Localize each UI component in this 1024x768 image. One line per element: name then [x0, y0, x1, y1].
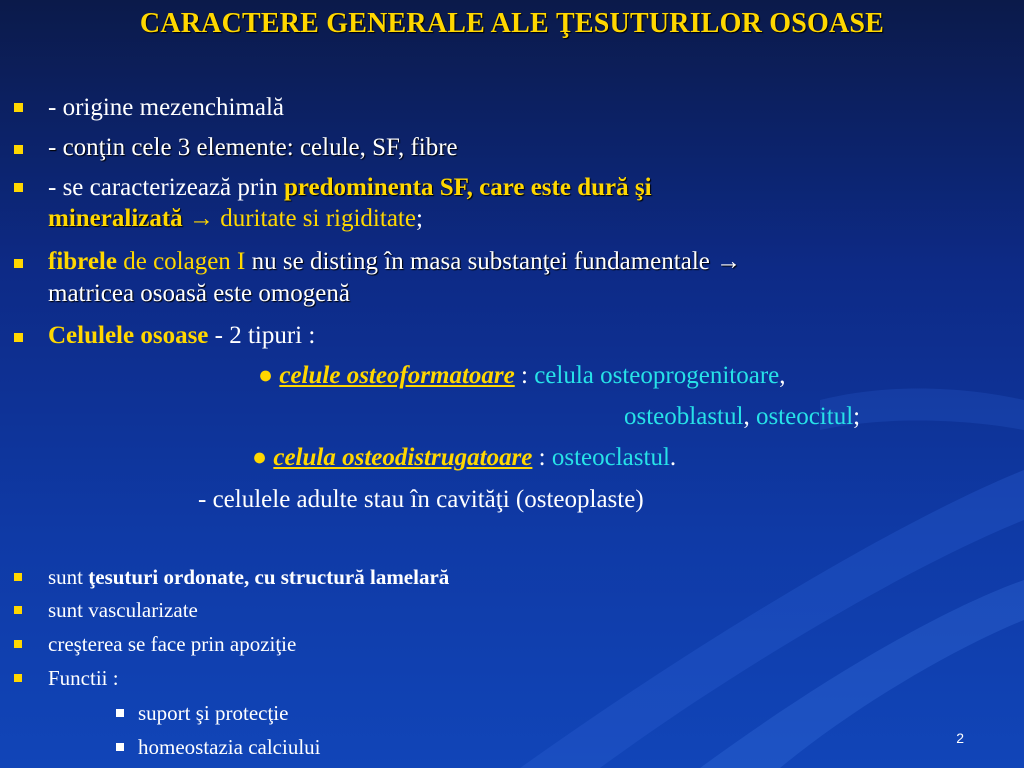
highlight-text: predominenta SF, care este dură şi — [283, 174, 652, 201]
bullet-square-icon — [14, 573, 22, 581]
list-item-crestere: creşterea se face prin apoziţie — [48, 632, 297, 656]
bullet-square-icon — [14, 145, 23, 154]
cell-name: osteocitul — [755, 403, 854, 430]
text-fragment: , — [779, 362, 786, 389]
highlight-text: fibrele — [48, 248, 117, 275]
cell-name: celula osteoprogenitoare — [534, 362, 780, 389]
cell-name: osteoblastul — [624, 403, 744, 430]
slide-title: CARACTERE GENERALE ALE ŢESUTURILOR OSOASE — [139, 8, 885, 39]
text-fragment: : — [532, 444, 552, 471]
text-fragment: duritate si rigiditate — [220, 205, 416, 232]
bullet-square-icon — [14, 333, 23, 342]
dot-icon: ● — [252, 444, 274, 471]
text-fragment: - se caracterizează prin — [48, 174, 284, 201]
sub-bullet-square-icon — [116, 743, 124, 751]
adult-cells-note: - celulele adulte stau în cavităţi (osteoplaste) — [198, 486, 644, 513]
text-fragment: nu se disting în masa substanţei fundamentale — [251, 248, 710, 275]
bullet-square-icon — [14, 183, 23, 192]
bullet-fibrele — [48, 247, 741, 277]
sub-item-suport: suport şi protecţie — [138, 701, 289, 725]
highlight-text: Celulele osoase — [48, 322, 209, 349]
text-fragment: de colagen I — [116, 248, 252, 275]
text-fragment: ; — [853, 403, 861, 430]
bullet-celulele — [48, 321, 315, 351]
bullet-contin: - conţin cele 3 elemente: celule, SF, fibre — [48, 134, 458, 161]
text-fragment: - 2 tipuri : — [208, 322, 316, 349]
highlight-text: mineralizată — [48, 205, 183, 232]
cell-type-name: celula osteodistrugatoare — [273, 444, 533, 471]
bullet-caracterizeaza — [48, 173, 652, 203]
list-item-tesuturi — [48, 564, 449, 590]
cell-type-osteodistrugatoare — [252, 443, 676, 473]
cell-type-name: celule osteoformatoare — [279, 362, 515, 389]
text-fragment: . — [669, 444, 677, 471]
list-item-vascularizate: sunt vascularizate — [48, 598, 198, 622]
bullet-origine: - origine mezenchimală — [48, 94, 284, 121]
cell-name: osteoclastul — [551, 444, 670, 471]
list-item-functii: Functii : — [48, 666, 119, 690]
arrow-text: → — [709, 248, 742, 275]
sub-bullet-square-icon — [116, 709, 124, 717]
cell-type-osteoformatoare-line2 — [624, 402, 860, 432]
bullet-square-icon — [14, 606, 22, 614]
cell-type-osteoformatoare — [258, 361, 786, 391]
text-fragment: , — [743, 403, 756, 430]
bullet-square-icon — [14, 674, 22, 682]
bullet-square-icon — [14, 259, 23, 268]
bullet-square-icon — [14, 640, 22, 648]
page-number: 2 — [956, 730, 964, 746]
bullet-fibrele-line2: matricea osoasă este omogenă — [48, 280, 350, 307]
bullet-caracterizeaza-line2 — [48, 204, 423, 234]
bullet-square-icon — [14, 103, 23, 112]
text-fragment: : — [514, 362, 535, 389]
dot-icon: ● — [258, 362, 280, 389]
text-fragment: sunt — [48, 565, 89, 589]
arrow-text: → — [182, 205, 221, 232]
sub-item-homeostazia: homeostazia calciului — [138, 735, 321, 759]
highlight-text: ţesuturi ordonate, cu structură lamelară — [88, 565, 450, 589]
text-fragment: ; — [415, 205, 423, 232]
